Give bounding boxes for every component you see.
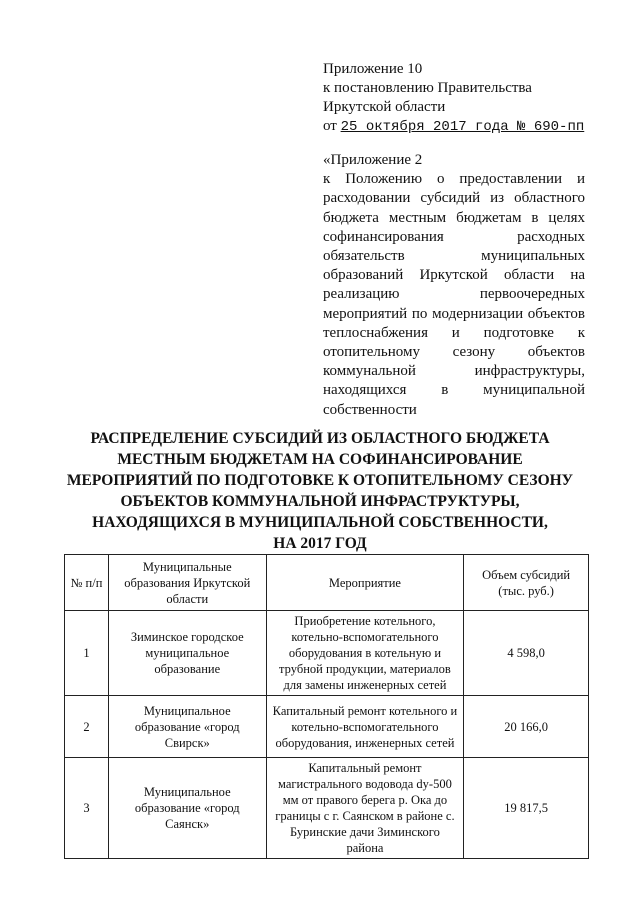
resolution-date-number: 25 октября 2017 года № 690-пп	[340, 119, 585, 135]
row-municipality: Муниципальное образование «город Саянск»	[108, 758, 266, 859]
row-activity: Капитальный ремонт магистрального водовода dy-500 мм от правого берега р. Ока до границы с г. Саянском в районе с. Буринские дачи Зиминского района	[266, 758, 464, 859]
row-number: 1	[65, 611, 109, 696]
table-row	[65, 696, 589, 758]
header-amount: Объем субсидий (тыс. руб.)	[464, 555, 589, 611]
row-amount: 19 817,5	[464, 758, 589, 859]
appendix-number: Приложение 10	[323, 61, 423, 77]
regulation-reference	[323, 151, 585, 420]
header-activity: Мероприятие	[266, 555, 464, 611]
row-amount: 20 166,0	[464, 696, 589, 758]
title-line: НА 2017 ГОД	[273, 535, 367, 552]
header-municipality: Муниципальные образования Иркутской области	[108, 555, 266, 611]
subsidy-table	[64, 554, 589, 859]
appendix-date-line	[323, 117, 585, 137]
table-header-row	[65, 555, 589, 611]
document-title	[60, 428, 580, 554]
row-municipality: Муниципальное образование «город Свирск»	[108, 696, 266, 758]
title-line: МЕРОПРИЯТИЙ ПО ПОДГОТОВКЕ К ОТОПИТЕЛЬНОМУ СЕЗОНУ	[66, 472, 574, 489]
date-prefix: от	[323, 118, 337, 134]
appendix-header	[323, 60, 585, 137]
title-line: ОБЪЕКТОВ КОММУНАЛЬНОЙ ИНФРАСТРУКТУРЫ,	[120, 493, 520, 510]
appendix-resolution: к постановлению Правительства	[323, 80, 532, 96]
row-activity: Капитальный ремонт котельного и котельно-вспомогательного оборудования, инженерных сетей	[266, 696, 464, 758]
row-amount: 4 598,0	[464, 611, 589, 696]
row-municipality: Зиминское городское муниципальное образование	[108, 611, 266, 696]
regulation-heading: «Приложение 2	[323, 152, 423, 168]
title-line: РАСПРЕДЕЛЕНИЕ СУБСИДИЙ ИЗ ОБЛАСТНОГО БЮДЖЕТА	[90, 430, 550, 447]
row-number: 2	[65, 696, 109, 758]
regulation-body: к Положению о предоставлении и расходовании субсидий из областного бюджета местным бюджетам в целях софинансирования расходных обязательств муниципальных образований Иркутской области на реализацию первоочередных мероприятий по модернизации объектов теплоснабжения и подготовке к отопительному сезону объектов коммунальной инфраструктуры, находящихся в муниципальной собственности	[323, 171, 585, 418]
row-number: 3	[65, 758, 109, 859]
title-line: МЕСТНЫМ БЮДЖЕТАМ НА СОФИНАНСИРОВАНИЕ	[117, 451, 523, 468]
row-activity: Приобретение котельного, котельно-вспомогательного оборудования в котельную и трубной продукции, материалов для замены инженерных сетей	[266, 611, 464, 696]
appendix-region: Иркутской области	[323, 99, 446, 115]
table-row	[65, 758, 589, 859]
title-line: НАХОДЯЩИХСЯ В МУНИЦИПАЛЬНОЙ СОБСТВЕННОСТИ,	[92, 514, 548, 531]
header-number: № п/п	[65, 555, 109, 611]
table-row	[65, 611, 589, 696]
